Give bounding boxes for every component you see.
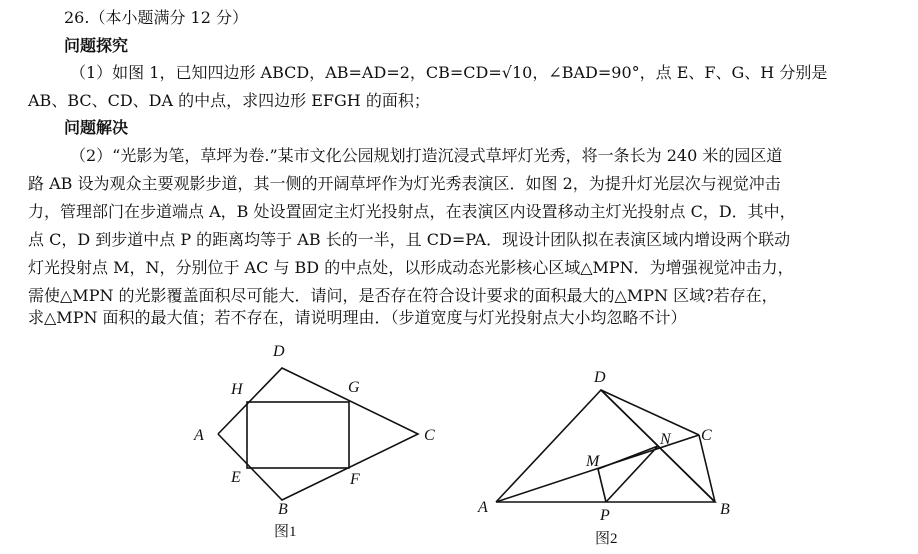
label-C: C: [424, 427, 435, 444]
label-M: M: [586, 453, 600, 470]
question-1-line-1: （1）如图 1，已知四边形 ABCD，AB=AD=2，CB=CD=√10，∠BAD=90°，点 E、F、G、H 分别是: [70, 63, 828, 82]
segment-cb: [699, 435, 715, 502]
question-2-line-6: 需使△MPN 的光影覆盖面积尽可能大．请问，是否存在符合设计要求的面积最大的△MPN 区域?若存在，: [28, 286, 778, 305]
label-C: C: [701, 427, 712, 444]
label-D: D: [594, 369, 606, 386]
label-H: H: [231, 381, 243, 398]
question-2-line-3: 力，管理部门在步道端点 A，B 处设置固定主灯光投射点，在表演区内设置移动主灯光投射点 C，D．其中，: [28, 202, 796, 221]
label-F: F: [350, 471, 360, 488]
question-1-line-2: AB、BC、CD、DA 的中点，求四边形 EFGH 的面积；: [28, 91, 430, 110]
label-D: D: [273, 343, 285, 360]
question-2-line-5: 灯光投射点 M，N，分别位于 AC 与 BD 的中点处，以形成动态光影核心区域△MPN．为增强视觉冲击力，: [28, 258, 794, 277]
label-A: A: [194, 427, 204, 444]
section-title-solving: 问题解决: [64, 118, 129, 137]
label-E: E: [231, 469, 241, 486]
figure-1-caption: 图1: [274, 524, 297, 540]
segment-dc: [601, 390, 699, 435]
segment-mn: [598, 446, 658, 469]
segment-adb: [496, 390, 715, 502]
figure-2: [470, 330, 750, 550]
problem-header: 26.（本小题满分 12 分）: [64, 8, 248, 27]
quad-abcd: [218, 368, 418, 500]
label-A: A: [478, 499, 488, 516]
figure-1: [180, 330, 450, 550]
label-N: N: [660, 431, 671, 448]
section-title-exploration: 问题探究: [64, 36, 129, 55]
segment-pn: [606, 446, 658, 502]
segment-pm: [598, 469, 606, 502]
quad-efgh: [247, 402, 349, 468]
label-G: G: [348, 379, 360, 396]
label-B: B: [720, 501, 730, 518]
figure-2-caption: 图2: [595, 531, 618, 547]
label-B: B: [278, 501, 288, 518]
question-2-line-1: （2）“光影为笔，草坪为卷.”某市文化公园规划打造沉浸式草坪灯光秀，将一条长为 240 米的园区道: [70, 146, 783, 165]
label-P: P: [600, 507, 610, 524]
question-2-line-4: 点 C，D 到步道中点 P 的距离均等于 AB 长的一半，且 CD=PA．现设计团队拟在表演区域内增设两个联动: [28, 230, 791, 249]
question-2-line-7: 求△MPN 面积的最大值；若不存在，请说明理由．（步道宽度与灯光投射点大小均忽略不计）: [28, 308, 687, 327]
question-2-line-2: 路 AB 设为观众主要观影步道，其一侧的开阔草坪作为灯光秀表演区．如图 2，为提升灯光层次与视觉冲击: [28, 174, 781, 193]
